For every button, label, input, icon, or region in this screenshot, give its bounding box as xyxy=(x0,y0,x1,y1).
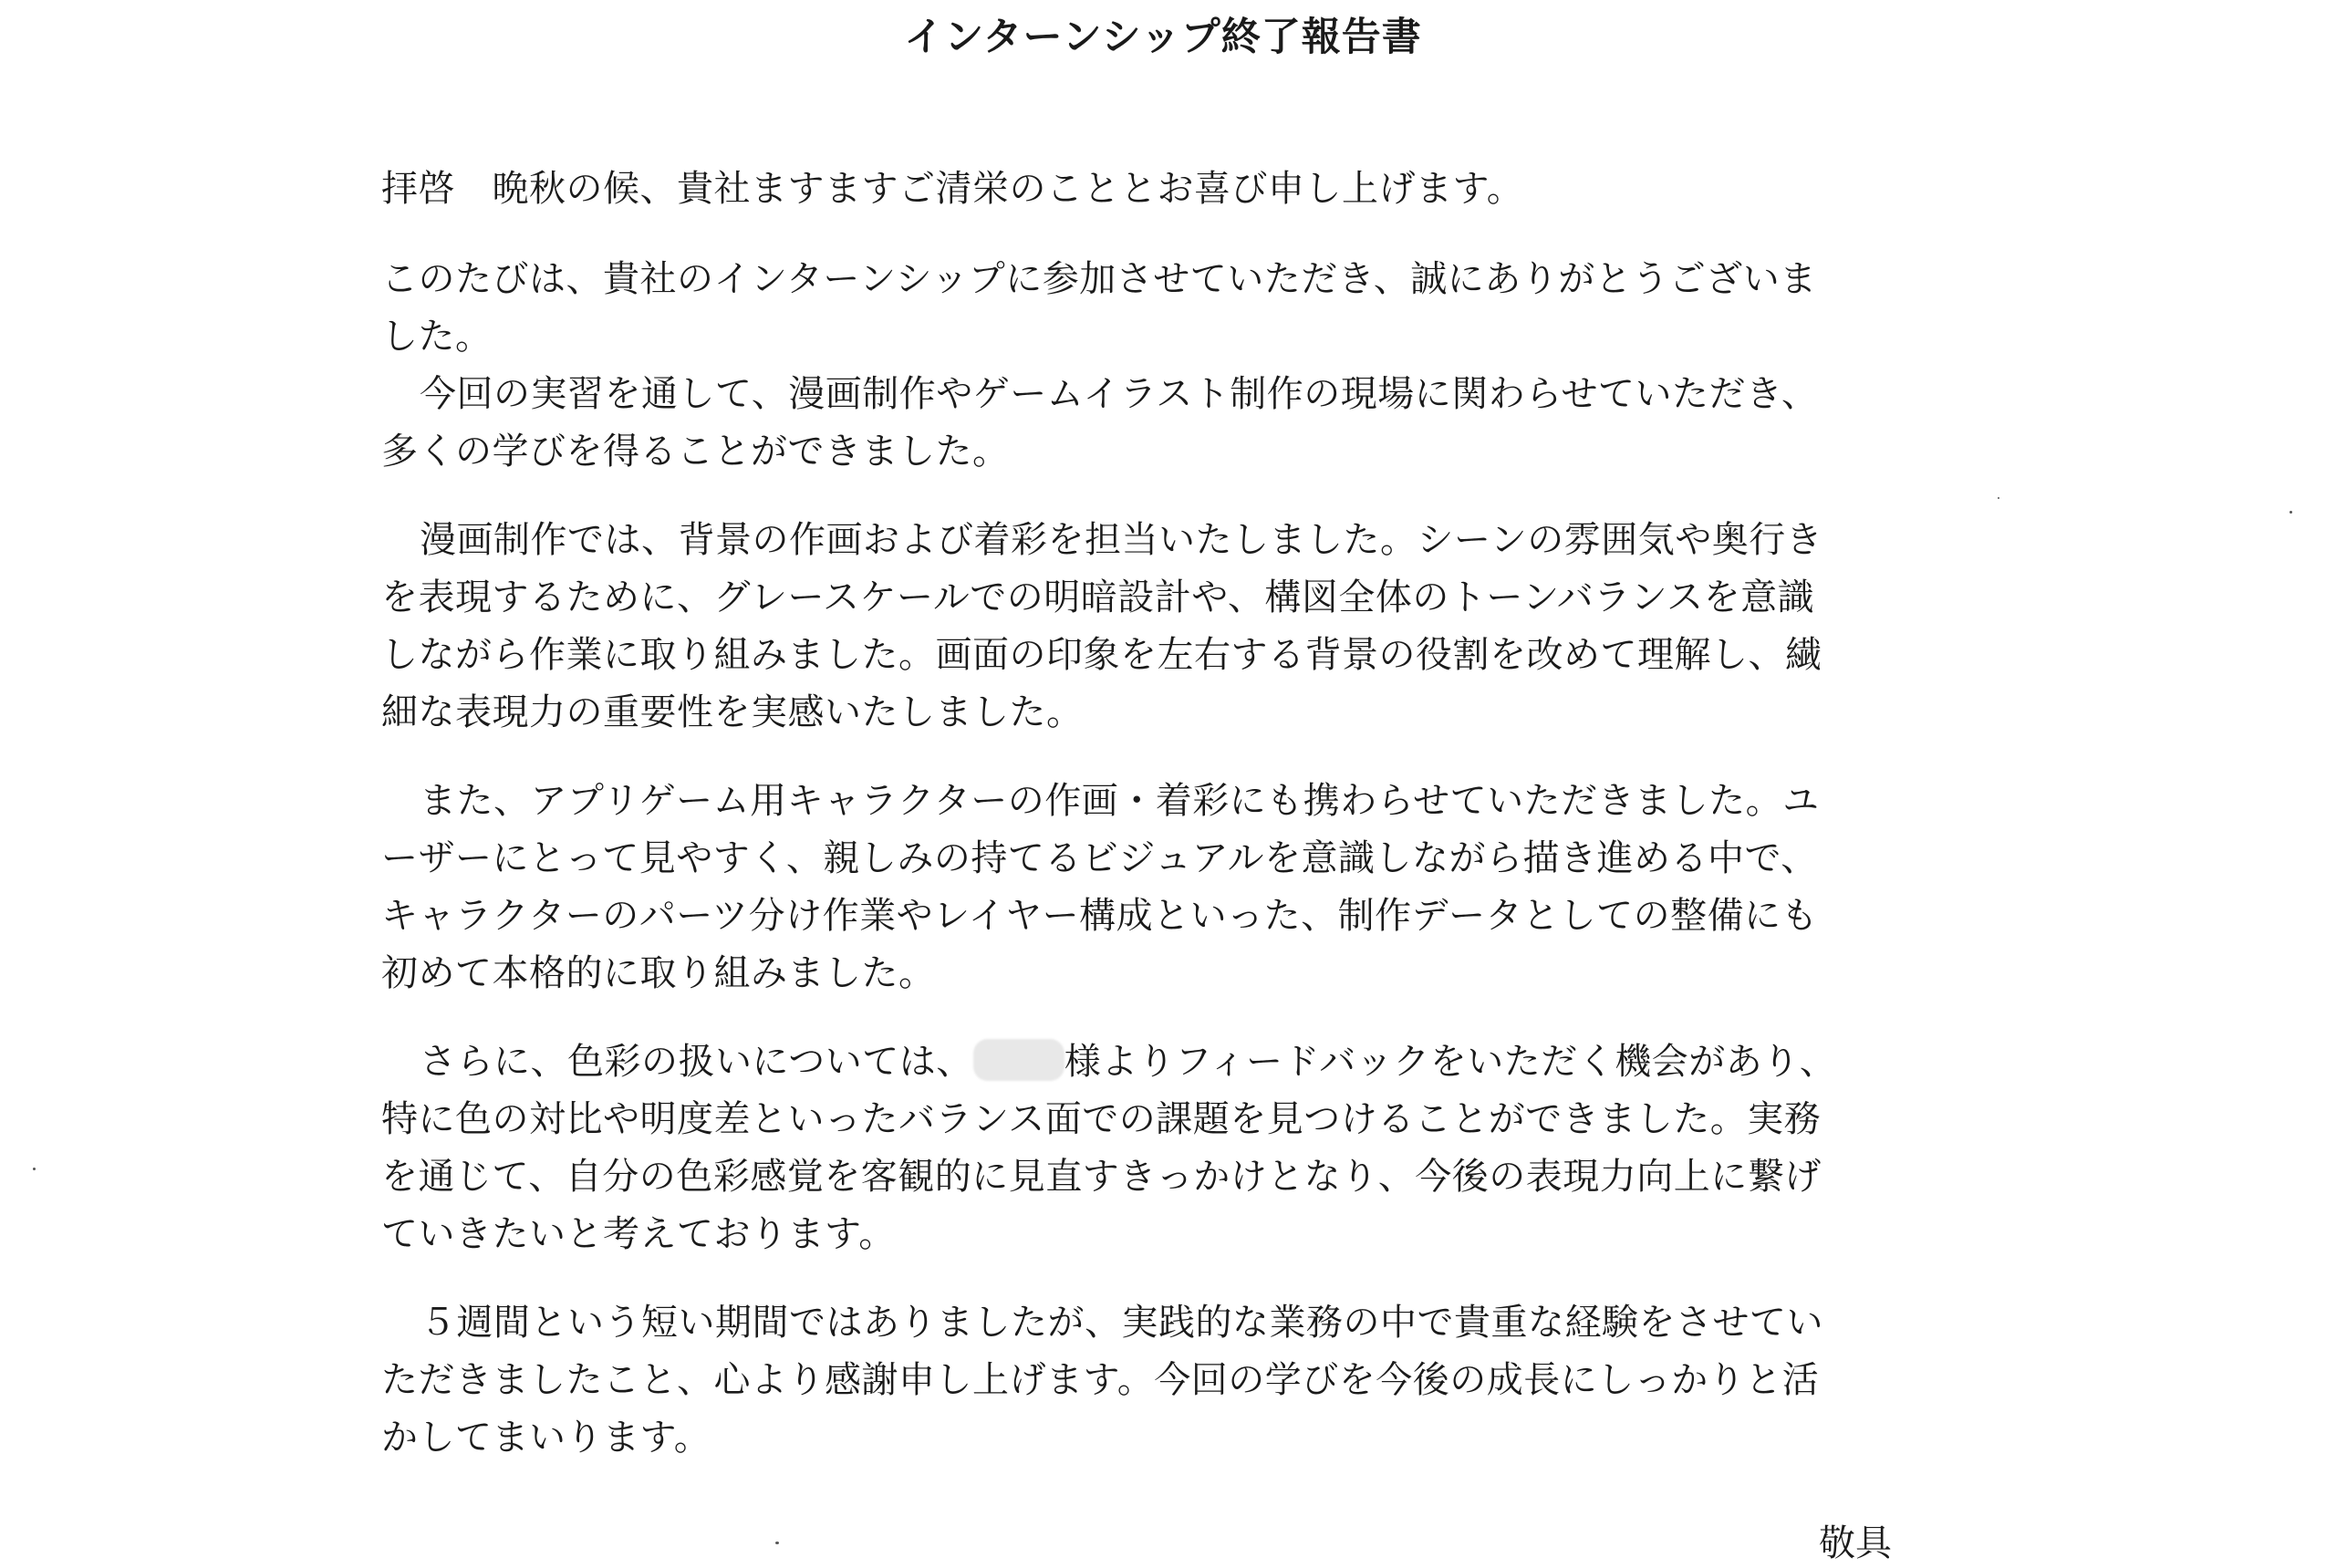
paragraph-manga-production xyxy=(381,512,1892,742)
greeting-line: 拝啓 晩秋の候、貴社ますますご清栄のこととお喜び申し上げます。 xyxy=(381,168,1524,210)
paragraph-line: 初めて本格的に取り組みました。 xyxy=(381,952,936,994)
paragraph-spacer xyxy=(381,218,1892,251)
line-text-before-redaction: さらに、色彩の扱いについては、 xyxy=(420,1041,973,1083)
redacted-name-block xyxy=(973,1039,1064,1081)
greeting-paragraph xyxy=(381,161,1892,218)
scan-speck xyxy=(1998,497,1999,499)
paragraph-line: 特に色の対比や明度差といったバランス面での課題を見つけることができました。実務 xyxy=(381,1098,1822,1140)
scan-speck xyxy=(33,1168,36,1170)
paragraph-line: 多くの学びを得ることができました。 xyxy=(381,431,1010,472)
paragraph-line: しながら作業に取り組みました。画面の印象を左右する背景の役割を改めて理解し、繊 xyxy=(381,634,1822,676)
document-body xyxy=(381,161,1892,1467)
document-title: インターンシップ終了報告書 xyxy=(904,15,1422,60)
scan-speck xyxy=(775,1542,779,1544)
paragraph-line: した。 xyxy=(381,316,493,358)
paragraph-line: 今回の実習を通して、漫画制作やゲームイラスト制作の現場に関わらせていただき、 xyxy=(420,373,1819,415)
paragraph-game-characters xyxy=(381,773,1892,1002)
paragraph-line: かしてまいります。 xyxy=(381,1417,711,1459)
paragraph-line: を表現するために、グレースケールでの明暗設計や、構図全体のトーンバランスを意識 xyxy=(381,576,1815,618)
paragraph-spacer xyxy=(381,481,1892,512)
paragraph-line: 漫画制作では、背景の作画および着彩を担当いたしました。シーンの雰囲気や奥行き xyxy=(420,519,1823,561)
scan-speck xyxy=(2290,511,2292,514)
paragraph-spacer xyxy=(381,1263,1892,1294)
paragraph-gratitude xyxy=(381,1294,1892,1467)
paragraph-line: ーザーにとって見やすく、親しみの持てるビジュアルを意識しながら描き進める中で、 xyxy=(381,837,1818,879)
paragraph-line: また、アプリゲーム用キャラクターの作画・着彩にも携わらせていただきました。ユ xyxy=(420,780,1820,822)
paragraph-spacer xyxy=(381,1002,1892,1033)
paragraph-line: ５週間という短い期間ではありましたが、実践的な業務の中で貴重な経験をさせてい xyxy=(420,1302,1823,1344)
closing-keigu: 敬具 xyxy=(1819,1522,1892,1564)
paragraph-thanks xyxy=(381,251,1892,481)
paragraph-line: キャラクターのパーツ分け作業やレイヤー構成といった、制作データとしての整備にも xyxy=(381,895,1819,937)
paragraph-line: ただきましたこと、心より感謝申し上げます。今回の学びを今後の成長にしっかりと活 xyxy=(381,1359,1820,1401)
paragraph-color-feedback xyxy=(381,1033,1892,1263)
paragraph-line: ていきたいと考えております。 xyxy=(381,1213,896,1255)
paragraph-line xyxy=(381,1033,1892,1091)
paragraph-line: 細な表現力の重要性を実感いたしました。 xyxy=(381,691,1084,733)
line-text-after-redaction: 様よりフィードバックをいただく機会があり、 xyxy=(1064,1041,1837,1083)
paragraph-spacer xyxy=(381,742,1892,773)
paragraph-line: このたびは、貴社のインターンシップに参加させていただき、誠にありがとうございま xyxy=(381,258,1817,300)
paragraph-line: を通じて、自分の色彩感覚を客観的に見直すきっかけとなり、今後の表現力向上に繋げ xyxy=(381,1156,1822,1198)
